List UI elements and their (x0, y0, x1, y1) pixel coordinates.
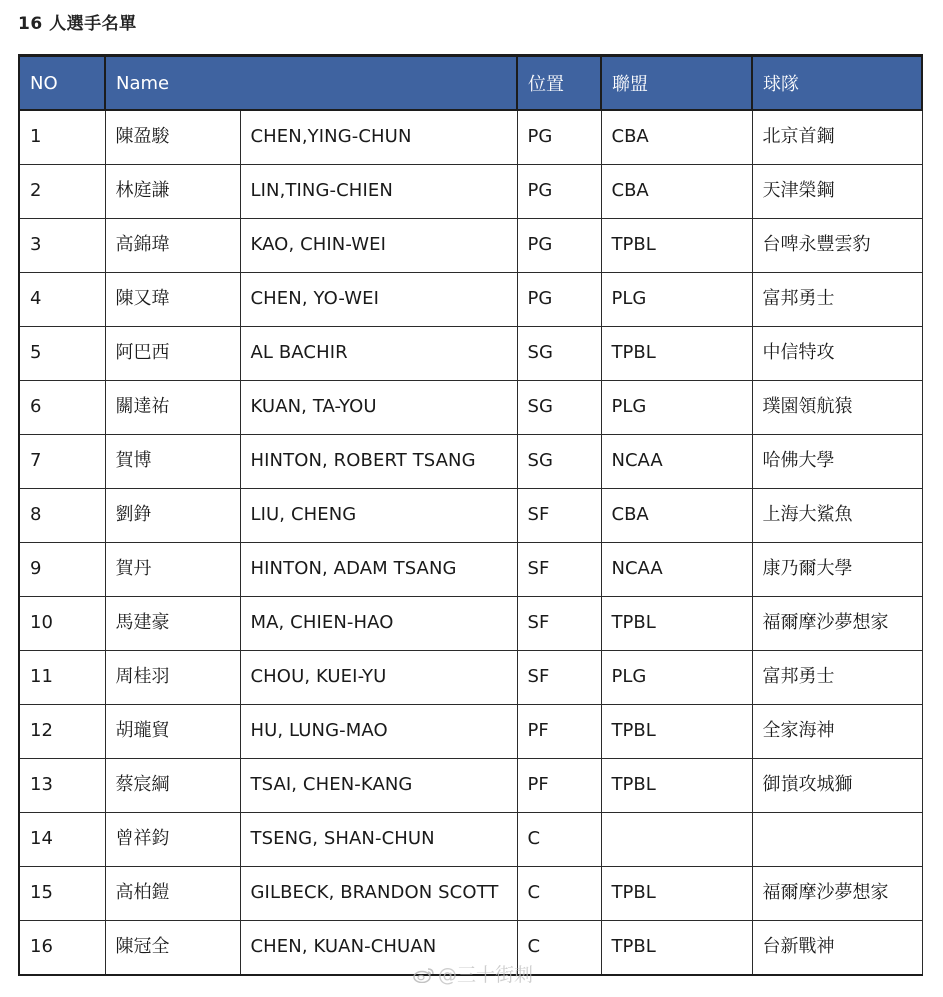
cell-no: 9 (19, 543, 105, 597)
roster-table (18, 54, 923, 976)
cell-name-en: AL BACHIR (240, 327, 517, 381)
table-row (19, 921, 922, 976)
cell-position: SF (517, 543, 601, 597)
cell-league (601, 813, 752, 867)
cell-name-en: TSENG, SHAN-CHUN (240, 813, 517, 867)
cell-position: SF (517, 651, 601, 705)
header-no: NO (19, 56, 105, 111)
cell-no: 8 (19, 489, 105, 543)
cell-team: 台新戰神 (752, 921, 922, 976)
cell-name-zh: 關達祐 (105, 381, 240, 435)
table-row (19, 435, 922, 489)
cell-name-zh: 陳冠全 (105, 921, 240, 976)
cell-team: 上海大鯊魚 (752, 489, 922, 543)
cell-league: TPBL (601, 759, 752, 813)
table-row (19, 110, 922, 165)
cell-position: PG (517, 110, 601, 165)
cell-position: SG (517, 381, 601, 435)
cell-name-zh: 馬建豪 (105, 597, 240, 651)
cell-position: SG (517, 327, 601, 381)
header-name: Name (105, 56, 517, 111)
cell-name-en: CHEN, YO-WEI (240, 273, 517, 327)
cell-name-en: MA, CHIEN-HAO (240, 597, 517, 651)
cell-name-zh: 林庭謙 (105, 165, 240, 219)
cell-name-en: LIN,TING-CHIEN (240, 165, 517, 219)
table-row (19, 867, 922, 921)
cell-league: TPBL (601, 597, 752, 651)
cell-league: TPBL (601, 327, 752, 381)
cell-position: PG (517, 165, 601, 219)
cell-name-en: CHOU, KUEI-YU (240, 651, 517, 705)
table-row (19, 705, 922, 759)
table-row (19, 489, 922, 543)
cell-name-en: HINTON, ROBERT TSANG (240, 435, 517, 489)
cell-team: 哈佛大學 (752, 435, 922, 489)
cell-team: 富邦勇士 (752, 651, 922, 705)
cell-name-en: CHEN, KUAN-CHUAN (240, 921, 517, 976)
table-row (19, 381, 922, 435)
cell-position: SF (517, 489, 601, 543)
cell-team: 全家海神 (752, 705, 922, 759)
cell-name-zh: 高柏鎧 (105, 867, 240, 921)
header-team: 球隊 (752, 56, 922, 111)
cell-position: PF (517, 759, 601, 813)
cell-league: NCAA (601, 543, 752, 597)
table-row (19, 165, 922, 219)
cell-team: 中信特攻 (752, 327, 922, 381)
table-row (19, 597, 922, 651)
cell-no: 4 (19, 273, 105, 327)
cell-name-zh: 賀丹 (105, 543, 240, 597)
cell-team: 福爾摩沙夢想家 (752, 597, 922, 651)
cell-team: 台啤永豐雲豹 (752, 219, 922, 273)
header-league: 聯盟 (601, 56, 752, 111)
cell-league: NCAA (601, 435, 752, 489)
cell-team: 福爾摩沙夢想家 (752, 867, 922, 921)
cell-no: 16 (19, 921, 105, 976)
cell-no: 7 (19, 435, 105, 489)
cell-no: 6 (19, 381, 105, 435)
table-header-row (19, 56, 922, 111)
cell-no: 15 (19, 867, 105, 921)
table-body (19, 110, 922, 975)
watermark-text: @三十街刺 (438, 964, 534, 986)
cell-league: CBA (601, 489, 752, 543)
cell-name-zh: 曾祥鈞 (105, 813, 240, 867)
cell-position: C (517, 921, 601, 976)
cell-position: SF (517, 597, 601, 651)
cell-name-zh: 劉錚 (105, 489, 240, 543)
cell-name-zh: 陳又瑋 (105, 273, 240, 327)
cell-name-en: GILBECK, BRANDON SCOTT (240, 867, 517, 921)
cell-position: SG (517, 435, 601, 489)
cell-no: 3 (19, 219, 105, 273)
cell-league: PLG (601, 381, 752, 435)
table-row (19, 543, 922, 597)
cell-name-zh: 高錦瑋 (105, 219, 240, 273)
cell-name-zh: 阿巴西 (105, 327, 240, 381)
document-title: 16 人選手名單 (18, 14, 137, 34)
cell-name-en: HU, LUNG-MAO (240, 705, 517, 759)
cell-no: 5 (19, 327, 105, 381)
cell-league: CBA (601, 110, 752, 165)
table-row (19, 651, 922, 705)
cell-name-zh: 蔡宸綱 (105, 759, 240, 813)
cell-name-en: KUAN, TA-YOU (240, 381, 517, 435)
cell-name-en: LIU, CHENG (240, 489, 517, 543)
table-row (19, 327, 922, 381)
cell-position: PG (517, 273, 601, 327)
cell-name-zh: 胡瓏貿 (105, 705, 240, 759)
cell-name-zh: 賀博 (105, 435, 240, 489)
cell-team: 璞園領航猿 (752, 381, 922, 435)
cell-name-zh: 陳盈駿 (105, 110, 240, 165)
cell-name-en: CHEN,YING-CHUN (240, 110, 517, 165)
cell-no: 11 (19, 651, 105, 705)
cell-league: PLG (601, 651, 752, 705)
cell-no: 12 (19, 705, 105, 759)
cell-position: PG (517, 219, 601, 273)
cell-position: C (517, 867, 601, 921)
cell-team: 天津榮鋼 (752, 165, 922, 219)
cell-league: TPBL (601, 867, 752, 921)
cell-team (752, 813, 922, 867)
cell-team: 北京首鋼 (752, 110, 922, 165)
cell-league: TPBL (601, 219, 752, 273)
cell-no: 13 (19, 759, 105, 813)
cell-team: 御嵿攻城獅 (752, 759, 922, 813)
cell-name-en: KAO, CHIN-WEI (240, 219, 517, 273)
cell-name-en: TSAI, CHEN-KANG (240, 759, 517, 813)
cell-position: C (517, 813, 601, 867)
cell-no: 1 (19, 110, 105, 165)
cell-league: CBA (601, 165, 752, 219)
cell-no: 14 (19, 813, 105, 867)
cell-no: 10 (19, 597, 105, 651)
cell-position: PF (517, 705, 601, 759)
cell-league: TPBL (601, 921, 752, 976)
table-row (19, 813, 922, 867)
table-row (19, 219, 922, 273)
cell-name-en: HINTON, ADAM TSANG (240, 543, 517, 597)
header-position: 位置 (517, 56, 601, 111)
table-row (19, 273, 922, 327)
cell-league: TPBL (601, 705, 752, 759)
table-row (19, 759, 922, 813)
cell-team: 富邦勇士 (752, 273, 922, 327)
cell-no: 2 (19, 165, 105, 219)
cell-league: PLG (601, 273, 752, 327)
cell-name-zh: 周桂羽 (105, 651, 240, 705)
cell-team: 康乃爾大學 (752, 543, 922, 597)
